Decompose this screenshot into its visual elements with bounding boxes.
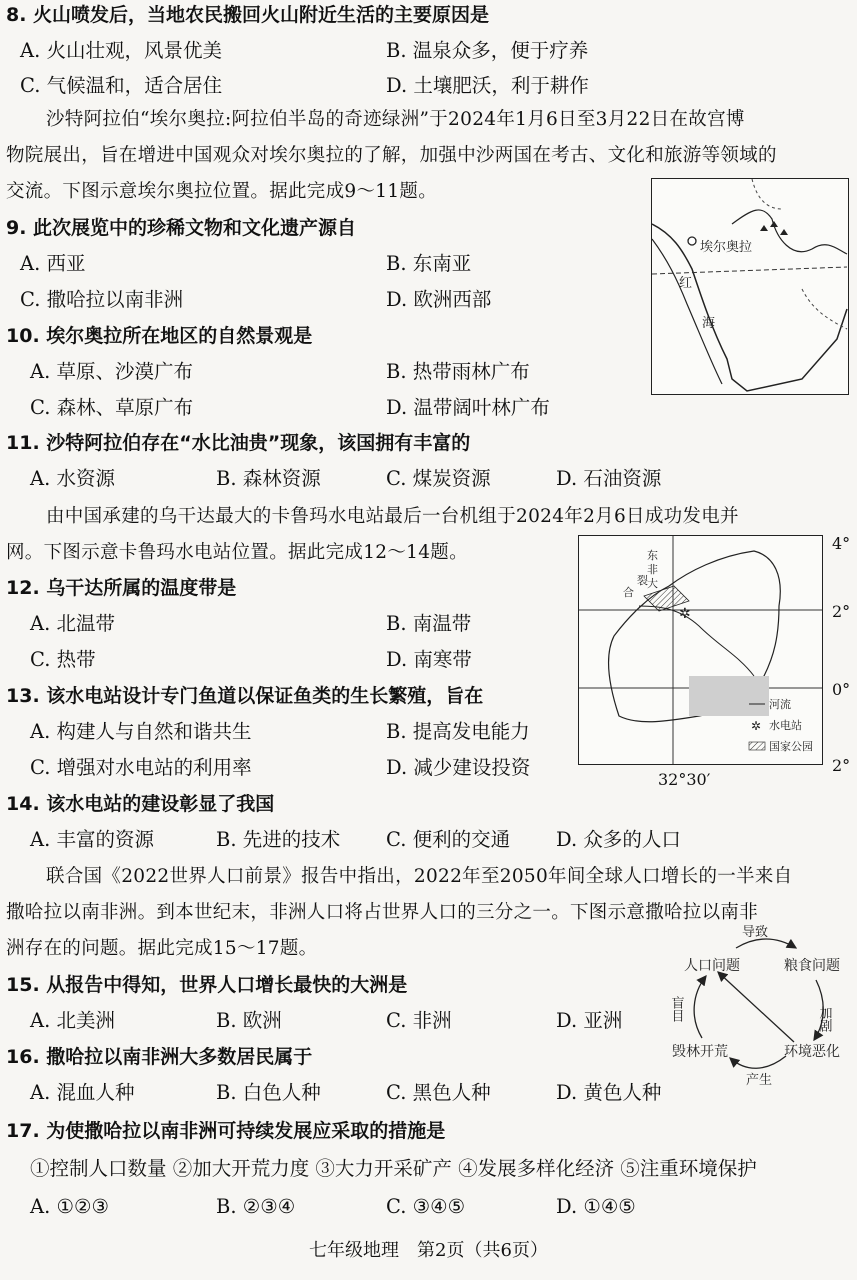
nile-river [639, 606, 754, 676]
q9-option-a: A. 西亚 [20, 252, 86, 275]
q13-option-d: D. 减少建设投资 [386, 756, 531, 779]
q16-option-d: D. 黄色人种 [556, 1081, 662, 1104]
red-sea-char-2: 海 [702, 316, 716, 331]
rift-char-2: 非 [647, 563, 658, 576]
q17-option-b: B. ②③④ [216, 1195, 296, 1218]
q14-option-a: A. 丰富的资源 [30, 828, 154, 851]
q14-option-b: B. 先进的技术 [216, 828, 341, 851]
passage1-line2: 物院展出，旨在增进中国观众对埃尔奥拉的了解，加强中沙两国在考古、文化和旅游等领域的 [6, 145, 777, 166]
q11-stem: 11. 沙特阿拉伯存在“水比油贵”现象，该国拥有丰富的 [6, 432, 471, 454]
legend-park-swatch [749, 742, 765, 750]
q10-option-a: A. 草原、沙漠广布 [30, 360, 193, 383]
q14-stem: 14. 该水电站的建设彰显了我国 [6, 793, 275, 815]
q10-option-d: D. 温带阔叶林广布 [386, 396, 550, 419]
q9-stem: 9. 此次展览中的珍稀文物和文化遗产源自 [6, 217, 357, 239]
diagonal-arrow [718, 972, 794, 1042]
q14-option-c: C. 便利的交通 [386, 828, 511, 851]
passage1-line3: 交流。下图示意埃尔奥拉位置。据此完成9～11题。 [6, 181, 438, 202]
passage3-line1: 联合国《2022世界人口前景》报告中指出，2022年至2050年间全球人口增长的一半来自 [46, 866, 793, 887]
rift-char-4: 合 [623, 586, 634, 599]
q17-stem: 17. 为使撒哈拉以南非洲可持续发展应采取的措施是 [6, 1120, 446, 1142]
node-food: 粮食问题 [784, 958, 840, 974]
lat-0-label: 0° [832, 680, 851, 699]
passage3-line2: 撒哈拉以南非洲。到本世纪末，非洲人口将占世界人口的三分之一。下图示意撒哈拉以南非 [6, 902, 759, 923]
lon-label: 32°30′ [658, 770, 711, 789]
q8-option-d: D. 土壤肥沃，利于耕作 [386, 74, 589, 97]
lat-2s-label: 2° [832, 756, 851, 775]
q8-stem: 8. 火山喷发后，当地农民搬回火山附近生活的主要原因是 [6, 4, 490, 26]
oil-markers [760, 221, 788, 235]
alula-label: 埃尔奥拉 [700, 240, 753, 255]
q9-option-b: B. 东南亚 [386, 252, 472, 275]
q17-measures: ①控制人口数量 ②加大开荒力度 ③大力开采矿产 ④发展多样化经济 ⑤注重环境保护 [30, 1157, 757, 1180]
q16-option-b: B. 白色人种 [216, 1081, 321, 1104]
red-sea-char-1: 红 [679, 276, 693, 291]
q9-option-d: D. 欧洲西部 [386, 288, 492, 311]
passage1-line1: 沙特阿拉伯“埃尔奥拉:阿拉伯半岛的奇迹绿洲”于2024年1月6日至3月22日在故宫博 [46, 109, 745, 130]
arc-left [694, 976, 706, 1038]
q17-option-a: A. ①②③ [30, 1195, 109, 1218]
q13-option-a: A. 构建人与自然和谐共生 [30, 720, 252, 743]
edge-blind: 盲目 [668, 996, 684, 1022]
q11-option-c: C. 煤炭资源 [386, 467, 491, 490]
q16-option-c: C. 黑色人种 [386, 1081, 491, 1104]
border-line [752, 179, 847, 329]
q8-option-c: C. 气候温和，适合居住 [20, 74, 223, 97]
q12-option-d: D. 南寒带 [386, 648, 472, 671]
legend-station: 水电站 [769, 719, 802, 732]
map-arabia [651, 178, 849, 395]
q8-option-b: B. 温泉众多，便于疗养 [386, 39, 589, 62]
edge-lead: 导致 [742, 925, 769, 940]
legend-park: 国家公园 [769, 740, 813, 753]
legend-river: 河流 [769, 698, 791, 711]
alula-point [688, 237, 696, 245]
passage3-line3: 洲存在的问题。据此完成15～17题。 [6, 938, 318, 959]
q15-option-d: D. 亚洲 [556, 1009, 623, 1032]
lat-2-label: 2° [832, 602, 851, 621]
problem-cycle-diagram [666, 922, 856, 1090]
node-deforestation: 毁林开荒 [672, 1044, 728, 1060]
q13-stem: 13. 该水电站设计专门鱼道以保证鱼类的生长繁殖，旨在 [6, 685, 484, 707]
edge-produce: 产生 [746, 1073, 773, 1088]
q13-option-c: C. 增强对水电站的利用率 [30, 756, 252, 779]
node-environment: 环境恶化 [784, 1044, 840, 1060]
q16-stem: 16. 撒哈拉以南非洲大多数居民属于 [6, 1046, 313, 1068]
map-uganda [578, 535, 823, 765]
passage2-line2: 网。下图示意卡鲁玛水电站位置。据此完成12～14题。 [6, 542, 468, 563]
q14-option-d: D. 众多的人口 [556, 828, 681, 851]
q12-option-c: C. 热带 [30, 648, 96, 671]
q13-option-b: B. 提高发电能力 [386, 720, 530, 743]
q10-option-c: C. 森林、草原广布 [30, 396, 194, 419]
page-footer: 七年级地理 第2页（共6页） [309, 1240, 548, 1261]
q8-option-a: A. 火山壮观，风景优美 [20, 39, 222, 62]
hydropower-station-icon: ✲ [679, 606, 691, 622]
arc-top [736, 939, 796, 948]
q15-option-a: A. 北美洲 [30, 1009, 115, 1032]
q17-option-c: C. ③④⑤ [386, 1195, 466, 1218]
q11-option-b: B. 森林资源 [216, 467, 321, 490]
edge-aggravate: 加剧 [816, 1006, 832, 1032]
node-population: 人口问题 [684, 958, 740, 974]
q15-option-c: C. 非洲 [386, 1009, 452, 1032]
rift-char-3: 大 [647, 577, 658, 590]
q9-option-c: C. 撒哈拉以南非洲 [20, 288, 184, 311]
q11-option-d: D. 石油资源 [556, 467, 662, 490]
q17-option-d: D. ①④⑤ [556, 1195, 636, 1218]
q15-option-b: B. 欧洲 [216, 1009, 282, 1032]
lat-4-label: 4° [832, 534, 851, 553]
rift-char-1: 东 [647, 549, 658, 562]
tropic-line [652, 267, 847, 274]
q12-option-a: A. 北温带 [30, 612, 115, 635]
q12-stem: 12. 乌干达所属的温度带是 [6, 577, 237, 599]
lake-victoria [689, 676, 769, 716]
map-uganda-wrap [578, 534, 854, 789]
q15-stem: 15. 从报告中得知，世界人口增长最快的大洲是 [6, 974, 408, 996]
q12-option-b: B. 南温带 [386, 612, 472, 635]
q11-option-a: A. 水资源 [30, 467, 115, 490]
q10-stem: 10. 埃尔奥拉所在地区的自然景观是 [6, 325, 313, 347]
rift-char-5: 裂 [637, 574, 648, 587]
legend-station-icon: ✲ [751, 719, 762, 733]
arc-bottom [730, 1056, 786, 1068]
q10-option-b: B. 热带雨林广布 [386, 360, 530, 383]
q16-option-a: A. 混血人种 [30, 1081, 135, 1104]
passage2-line1: 由中国承建的乌干达最大的卡鲁玛水电站最后一台机组于2024年2月6日成功发电并 [46, 506, 739, 527]
